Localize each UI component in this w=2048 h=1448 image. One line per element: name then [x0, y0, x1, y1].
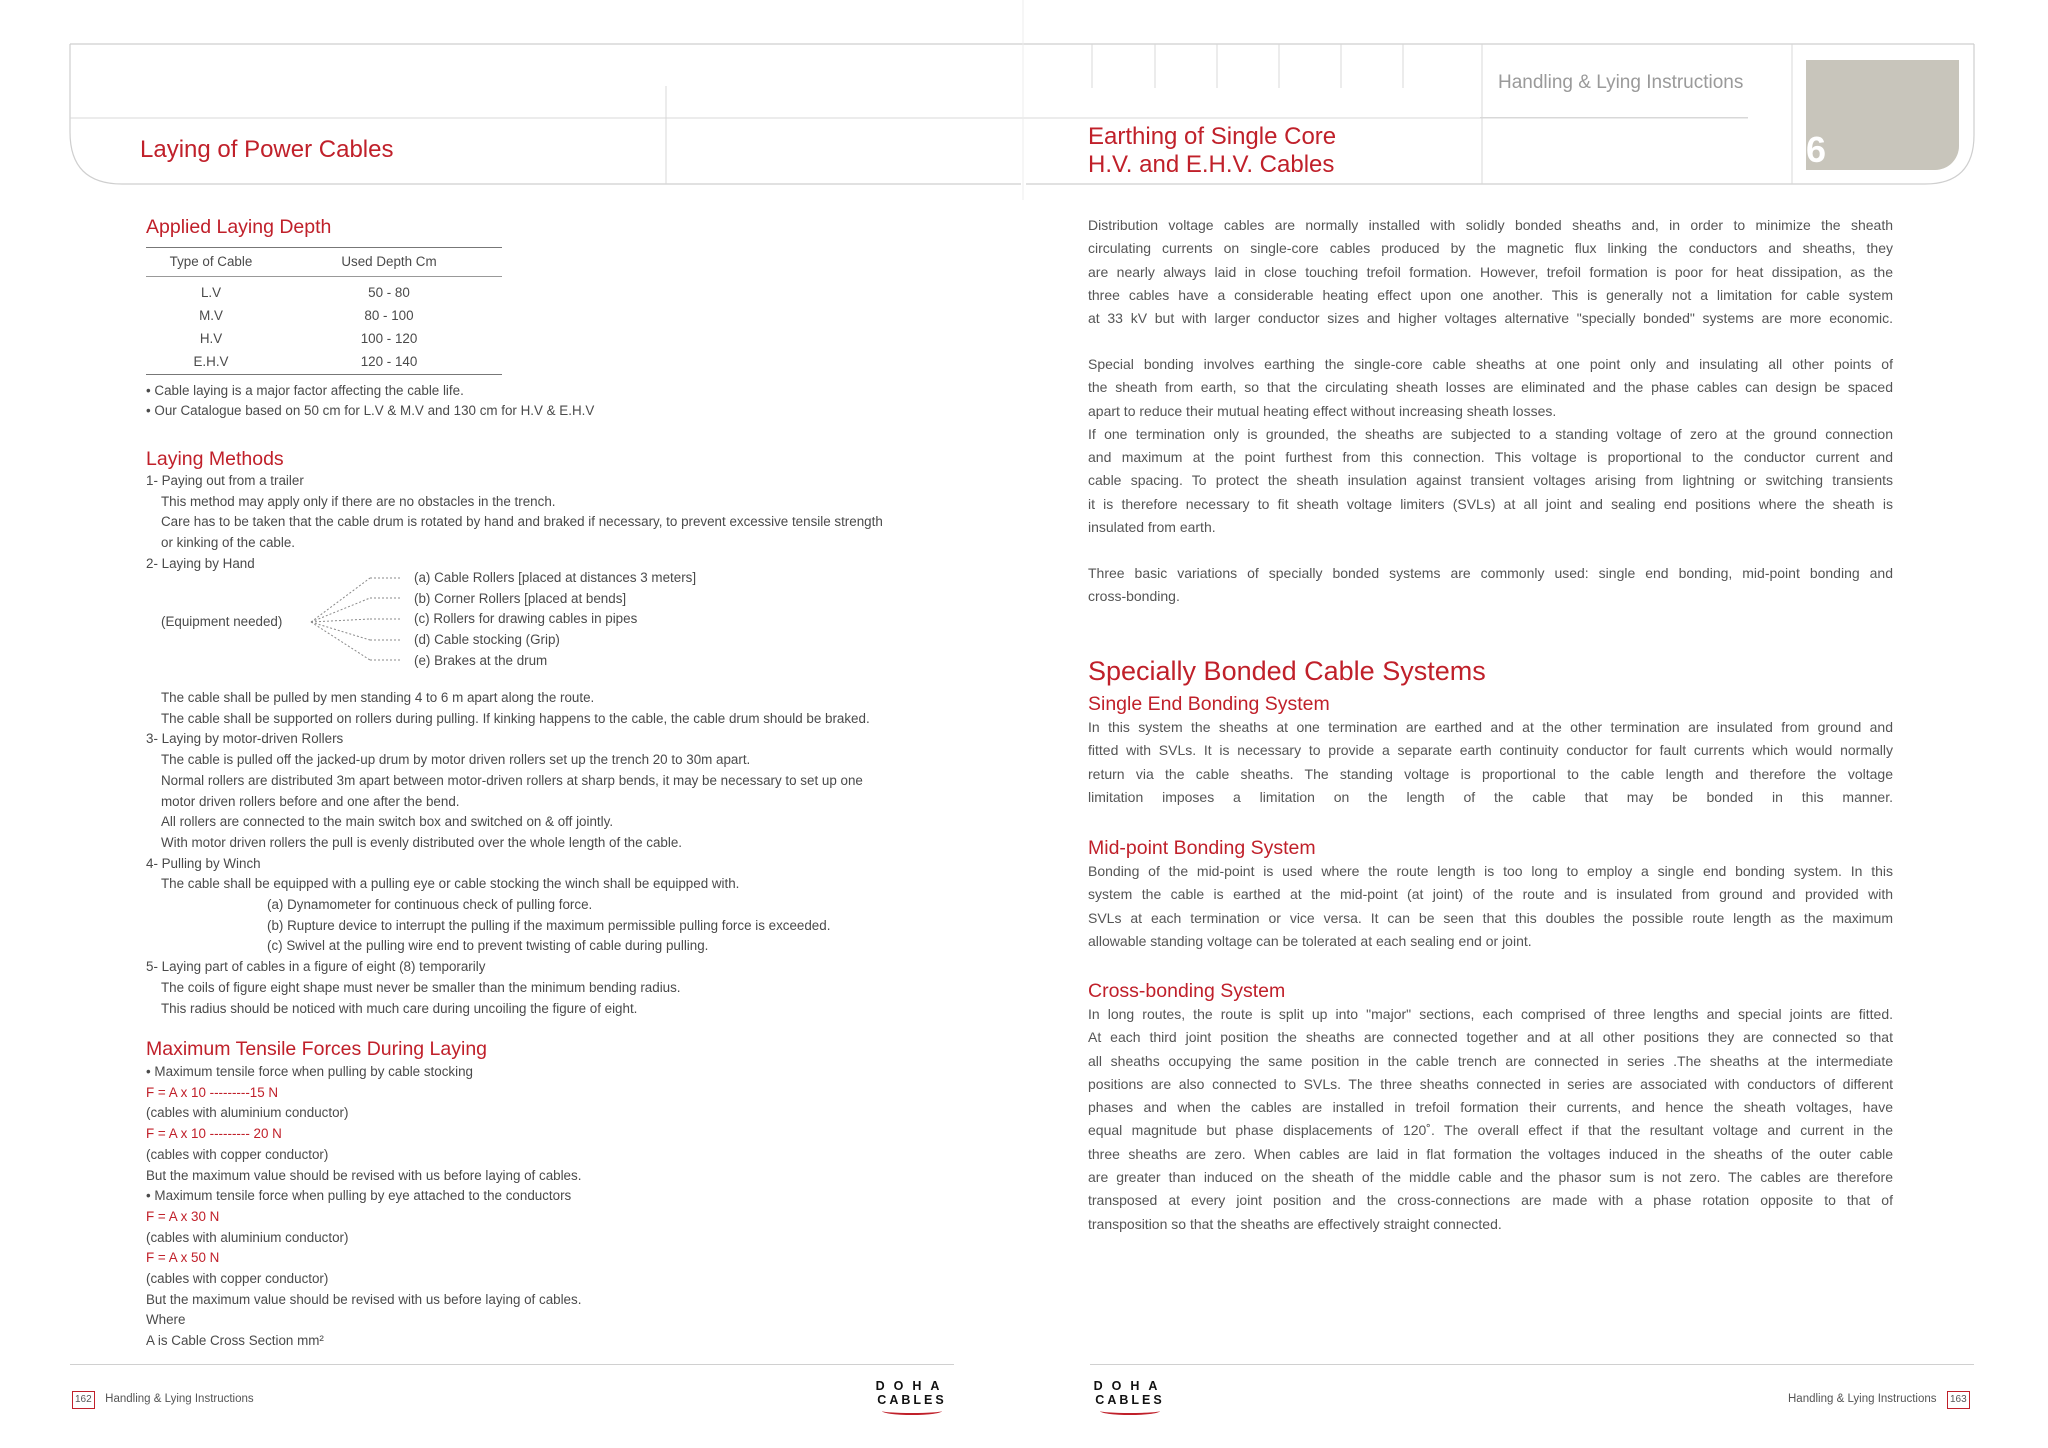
method-line: (b) Rupture device to interrupt the pulling if the maximum permissible pulling force is exceeded. [267, 917, 831, 933]
list-item: (e) Brakes at the drum [414, 652, 548, 668]
tensile-line: • Maximum tensile force when pulling by eye attached to the conductors [146, 1188, 572, 1204]
right-page-title [1088, 123, 1336, 179]
depth-table [146, 248, 502, 373]
tensile-line: But the maximum value should be revised with us before laying of cables. [146, 1167, 582, 1183]
footer-label: Handling & Lying Instructions [105, 1393, 254, 1405]
tensile-line: (cables with copper conductor) [146, 1146, 329, 1162]
logo-line1: DOHA [875, 1379, 949, 1393]
equipment-diagram [146, 566, 746, 674]
method-line: All rollers are connected to the main switch box and switched on & off jointly. [161, 814, 614, 830]
logo-line2: CABLES [1095, 1393, 1165, 1407]
method-line: 2- Laying by Hand [146, 555, 255, 571]
section-label: Handling & Lying Instructions [1498, 72, 1744, 93]
logo-swoosh [882, 1407, 942, 1415]
tensile-line: (cables with copper conductor) [146, 1271, 329, 1287]
chapter-number: 6 [1806, 129, 1827, 170]
method-line: 1- Paying out from a trailer [146, 473, 304, 488]
table-row: M.V 80 - 100 [199, 307, 414, 323]
method-line: Care has to be taken that the cable drum is rotated by hand and braked if necessary, to prevent excessive tensile strength [161, 514, 883, 530]
intro-paragraph-4: Three basic variations of specially bonded systems are commonly used: single end bonding, mid-point bonding and cross-bonding. [1088, 565, 1893, 605]
applied-depth-section [146, 216, 594, 422]
footer-rule-left [70, 1364, 954, 1365]
method-line: 4- Pulling by Winch [146, 855, 261, 871]
footer-rule-right [1090, 1364, 1974, 1365]
equipment-list [414, 568, 696, 672]
single-end-section: Single End Bonding System In this system the sheaths at one termination are earthed and at the other termination are insulated from ground and fitted with SVLs. It is necessary to provide a separate earth continuity conductor for fault currents which would normally return via the cable sheaths. The standing voltage is proportional to the cable length and therefore the voltage limitation imposes a limitation on the length of the cable that may be bonded in this manner. [1088, 693, 1893, 805]
method-line: With motor driven rollers the pull is evenly distributed over the whole length of the cable. [161, 834, 683, 850]
laying-methods-title: Laying Methods [146, 448, 284, 470]
tensile-formula: F = A x 10 ---------15 N [146, 1084, 279, 1100]
method-line: The coils of figure eight shape must never be smaller than the minimum bending radius. [161, 979, 681, 995]
method-line: (c) Swivel at the pulling wire end to prevent twisting of cable during pulling. [267, 938, 709, 954]
logo-line1: DOHA [1093, 1379, 1167, 1393]
footer-label: Handling & Lying Instructions [1788, 1393, 1937, 1405]
method-line: or kinking of the cable. [161, 535, 295, 551]
single-end-title: Single End Bonding System [1088, 693, 1330, 715]
logo-swoosh [1100, 1407, 1160, 1415]
tensile-line: But the maximum value should be revised with us before laying of cables. [146, 1291, 582, 1307]
cross-bonding-section: Cross-bonding System In long routes, the route is split up into "major" sections, each comprised of three lengths and special joints are fitted. At each third joint position the sheaths are connected together and at all other positions they are connected so that all sheaths occupying the same position in the cable trench are connected in series .The sheaths at the intermediate positions are also connected to SVLs. The three sheaths connected in series are associated with conductors of different phases and when the cables are installed in trefoil formation their currents, and hence the sheath voltages, have equal magnitude but phase displacements of 120˚. The overall effect if that the resultant voltage and current in the three sheaths are zero. When cables are laid in flat formation the voltages induced in the sheaths of the outer cable are greater than induced on the sheath of the middle cable and the phasor sum is not zero. The cables are therefore transposed at every joint position and the cross-connections are made with a phase rotation opposite to that of transposition so that the sheaths are effectively straight connected. [1088, 980, 1893, 1232]
list-item: (c) Rollers for drawing cables in pipes [414, 611, 638, 627]
list-item: (d) Cable stocking (Grip) [414, 632, 560, 648]
method-line: This method may apply only if there are no obstacles in the trench. [161, 493, 556, 509]
tensile-title: Maximum Tensile Forces During Laying [146, 1038, 488, 1060]
intro-paragraph-1: Distribution voltage cables are normally installed with solidly bonded sheaths and, in order to minimize the sheath circulating currents on single-core cables produced by the magnetic flux linking the conductors and sheaths, they are nearly always laid in close touching trefoil formation. However, trefoil formation is poor for heat dissipation, as the three cables have a considerable heating effect upon one another. This is generally not a limitation for cable system at 33 kV but with larger conductor sizes and higher voltages alternative "specially bonded" systems are more economic. [1088, 217, 1893, 327]
method-line: 5- Laying part of cables in a figure of eight (8) temporarily [146, 959, 486, 975]
tensile-formula: F = A x 30 N [146, 1208, 220, 1224]
tensile-line: (cables with aluminium conductor) [146, 1229, 349, 1245]
method-line: The cable is pulled off the jacked-up drum by motor driven rollers set up the trench 20 to 30m apart. [161, 752, 751, 768]
method-line: This radius should be noticed with much care during uncoiling the figure of eight. [161, 1000, 638, 1016]
table-row: E.H.V 120 - 140 [193, 353, 418, 369]
specially-bonded-title: Specially Bonded Cable Systems [1088, 656, 1486, 686]
tensile-line: • Maximum tensile force when pulling by cable stocking [146, 1064, 473, 1079]
method-line: The cable shall be equipped with a pulling eye or cable stocking the winch shall be equipped with. [161, 876, 740, 892]
header-frame [0, 0, 2048, 200]
tensile-formula: F = A x 50 N [146, 1250, 220, 1266]
method-line: motor driven rollers before and one after the bend. [161, 793, 460, 809]
doha-cables-logo [1090, 1379, 1170, 1415]
table-header-type: Type of Cable [169, 254, 253, 270]
section-label-rule [1480, 117, 1748, 118]
list-item: (b) Corner Rollers [placed at bends] [414, 590, 627, 606]
laying-methods-block2 [146, 688, 870, 1019]
tensile-section [146, 1038, 581, 1352]
page-number: 163 [1947, 1391, 1970, 1409]
right-title-line1: Earthing of Single Core [1088, 123, 1337, 150]
equipment-label: (Equipment needed) [161, 614, 283, 629]
table-row: L.V 50 - 80 [200, 284, 410, 300]
table-header-depth: Used Depth Cm [341, 254, 437, 270]
depth-note: • Our Catalogue based on 50 cm for L.V & M.V and 130 cm for H.V & E.H.V [146, 403, 595, 419]
intro-paragraph-2: Special bonding involves earthing the single-core cable sheaths at one point only and insulating all other points of the sheath from earth, so that the circulating sheath losses are eliminated and the phase cables can design be spaced apart to reduce their mutual heating effect without increasing sheath losses. If one termination only is grounded, the sheaths are subjected to a standing voltage of zero at the ground connection and maximum at the point furthest from this connection. This voltage is proportional to the conductor current and cable spacing. To protect the sheath insulation against transient voltages arising from lightning or switching transients it is therefore necessary to fit sheath voltage limiters (SVLs) at all joint and sealing end positions where the sheath is insulated from earth. [1088, 356, 1893, 536]
laying-methods-section [146, 448, 883, 575]
method-line: 3- Laying by motor-driven Rollers [146, 731, 344, 747]
tensile-line: A is Cable Cross Section mm² [146, 1333, 324, 1349]
tensile-line: (cables with aluminium conductor) [146, 1105, 349, 1121]
method-line: The cable shall be pulled by men standing 4 to 6 m apart along the route. [161, 690, 595, 705]
depth-note: • Cable laying is a major factor affecting the cable life. [146, 382, 464, 398]
laying-methods-block1 [146, 471, 883, 575]
page-number: 162 [72, 1391, 95, 1409]
tensile-line: Where [146, 1312, 186, 1328]
doha-cables-logo [872, 1379, 952, 1415]
right-title-line2: H.V. and E.H.V. Cables [1088, 151, 1335, 178]
footer-right [1788, 1389, 1970, 1409]
chapter-tab [1806, 60, 1959, 170]
list-item: (a) Cable Rollers [placed at distances 3 meters] [414, 570, 697, 585]
method-line: Normal rollers are distributed 3m apart between motor-driven rollers at sharp bends, it may be necessary to set up one [161, 772, 863, 788]
logo-line2: CABLES [877, 1393, 947, 1407]
method-line: (a) Dynamometer for continuous check of pulling force. [267, 897, 593, 913]
applied-depth-title: Applied Laying Depth [146, 216, 332, 238]
table-row: H.V 100 - 120 [199, 330, 418, 346]
page-title: Laying of Power Cables [140, 136, 394, 163]
tensile-formula: F = A x 10 --------- 20 N [146, 1126, 282, 1142]
mid-point-section: Mid-point Bonding System Bonding of the mid-point is used where the route length is too long to employ a single end bonding system. In this system the cable is earthed at the mid-point (at joint) of the route and is insulated from ground and provided with SVLs at each termination or vice versa. It can be seen that this doubles the possible route length as the maximum allowable standing voltage can be tolerated at each sealing end or joint. [1088, 837, 1893, 949]
method-line: The cable shall be supported on rollers during pulling. If kinking happens to the cable, the cable drum should be braked. [161, 710, 870, 726]
mid-point-title: Mid-point Bonding System [1088, 837, 1316, 859]
footer-left [72, 1389, 254, 1409]
cross-bonding-title: Cross-bonding System [1088, 980, 1286, 1002]
